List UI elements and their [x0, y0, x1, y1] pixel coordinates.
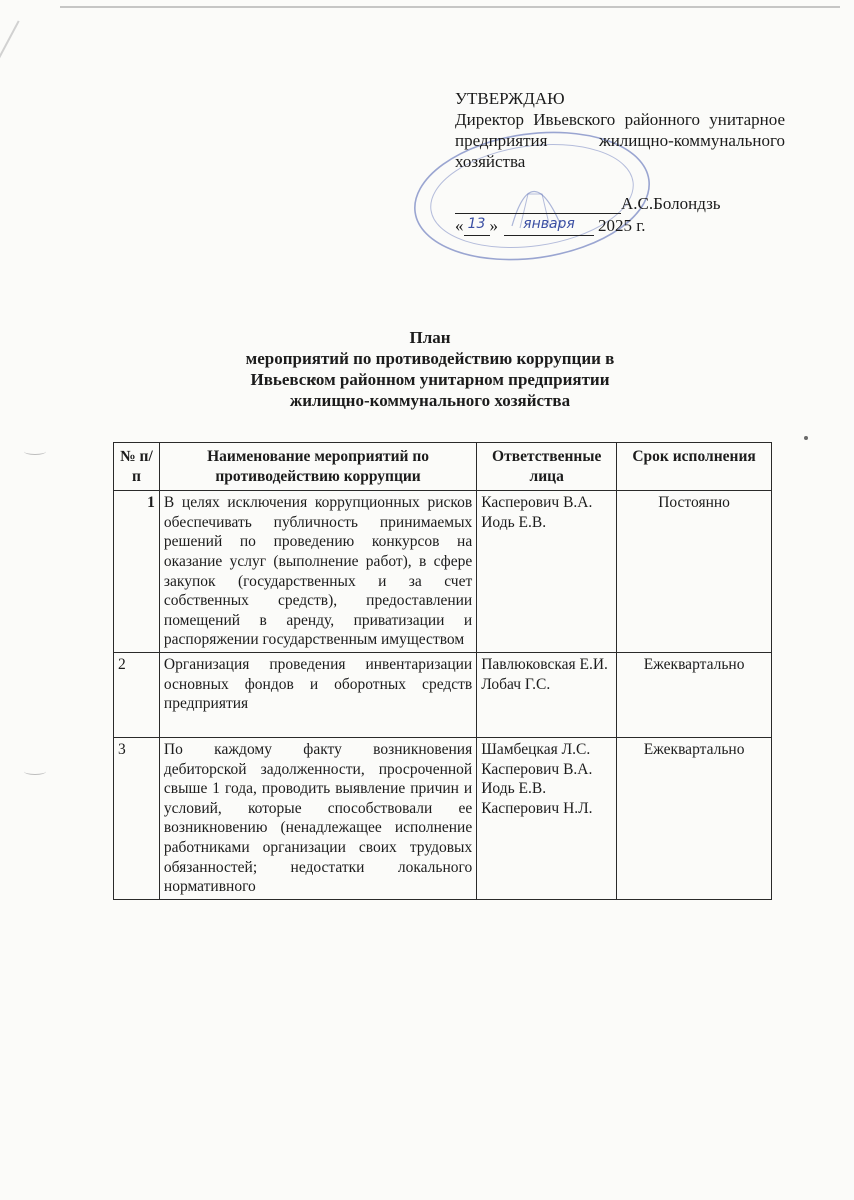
signature-line [455, 195, 621, 214]
responsible-person: Касперович Н.Л. [481, 799, 593, 817]
row-responsible [477, 652, 617, 737]
responsible-person: Лобач Г.С. [481, 675, 551, 693]
punch-mark [24, 448, 46, 455]
row-measure: Организация проведения инвентаризации основных фондов и оборотных средств предприятия [159, 652, 476, 737]
responsible-person: Шамбецкая Л.С. [481, 740, 591, 758]
responsible-person: Касперович В.А. [481, 494, 593, 512]
row-number: 2 [114, 652, 160, 737]
table-header-row [114, 443, 772, 491]
signer-name: А.С.Болондзь [621, 194, 721, 213]
row-responsible [477, 737, 617, 899]
table-row [114, 737, 772, 899]
responsible-person: Павлюковская Е.И. [481, 655, 608, 673]
row-number: 3 [114, 737, 160, 899]
row-measure: В целях исключения коррупционных рисков обеспечивать публичность принимаемых решений по проведению конкурсов на оказание услуг (выполнение работ), в сфере закупок (государственных и за счет собственных средств), предоставлении помещений в аренду, приватизации и распоряжении государственным имуществом [159, 491, 476, 653]
header-responsible: Ответственные лица [477, 443, 617, 491]
title-line: мероприятий по противодействию коррупции в [245, 349, 615, 368]
punch-mark [24, 768, 46, 775]
table-row [114, 491, 772, 653]
scan-edge-line [60, 6, 840, 8]
approval-title: УТВЕРЖДАЮ [455, 89, 565, 108]
row-term: Ежеквартально [617, 652, 772, 737]
scan-mark [0, 20, 20, 65]
header-term: Срок исполнения [617, 443, 772, 491]
header-num: № п/п [114, 443, 160, 491]
signature-row [455, 193, 785, 214]
responsible-person: Касперович В.А. [481, 760, 593, 778]
approval-position: Директор Ивьевского районного унитарное предприятия жилищно-коммунального хозяйства [455, 110, 785, 171]
header-name: Наименование мероприятий по противодействию коррупции [159, 443, 476, 491]
approval-block [455, 88, 785, 236]
row-term: Ежеквартально [617, 737, 772, 899]
responsible-person: Иодь Е.В. [481, 780, 547, 798]
approval-date: « 13 » января 2025 г. [455, 216, 646, 235]
scan-dot [804, 436, 808, 440]
date-month: января [504, 214, 594, 236]
title-line: План [409, 328, 451, 347]
date-day: 13 [464, 214, 490, 236]
date-year: 2025 г. [598, 216, 646, 235]
table-row [114, 652, 772, 737]
row-term: Постоянно [617, 491, 772, 653]
row-responsible [477, 491, 617, 653]
title-line: жилищно-коммунального хозяйства [289, 391, 571, 410]
plan-table [113, 442, 772, 900]
title-line: Ивьевском районном унитарном предприятии [250, 370, 610, 389]
row-number: 1 [114, 491, 160, 653]
document-title [140, 327, 720, 411]
responsible-person: Иодь Е.В. [481, 513, 547, 531]
row-measure: По каждому факту возникновения дебиторской задолженности, просроченной свыше 1 года, проводить выявление причин и условий, которые способствовали ее возникновению (ненадлежащее исполнение работниками организации своих трудовых обязанностей; недостатки локального нормативного [159, 737, 476, 899]
